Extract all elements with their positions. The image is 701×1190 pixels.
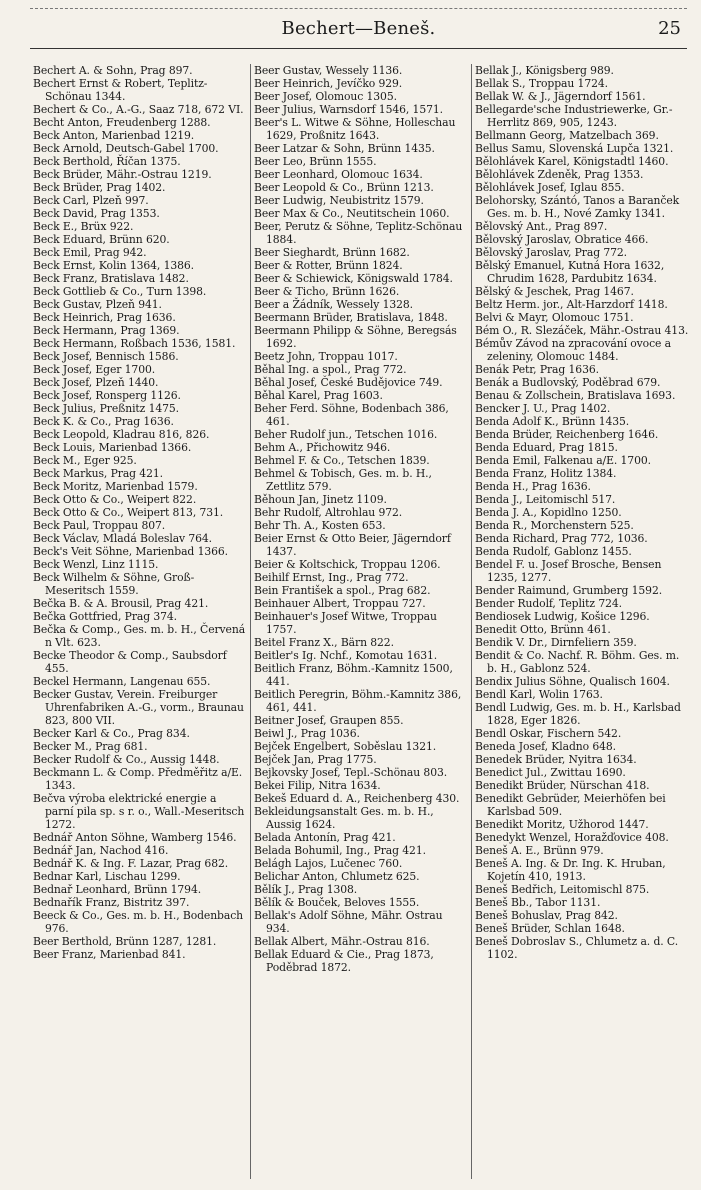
directory-entry: Beer a Žádník, Wessely 1328.: [254, 298, 414, 311]
directory-entry: Bendl Karl, Wolin 1763.: [475, 688, 603, 701]
directory-entry: Bečka B. & A. Brousil, Prag 421.: [33, 597, 209, 610]
directory-entry: Benedit Otto, Brünn 461.: [475, 623, 611, 636]
directory-entry: Becke Theodor & Comp., Saubsdorf 455.: [33, 649, 227, 675]
directory-entry: Beiwl J., Prag 1036.: [254, 727, 360, 740]
directory-entry: Bekei Filip, Nitra 1634.: [254, 779, 381, 792]
directory-entry: Beltz Herm. jor., Alt-Harzdorf 1418.: [475, 298, 668, 311]
directory-entry: Beer Gustav, Wessely 1136.: [254, 64, 403, 77]
top-rule: [30, 8, 687, 9]
directory-entry: Bém O., R. Slezáček, Mähr.-Ostrau 413.: [475, 324, 689, 337]
directory-entry: Beck Brüder, Mähr.-Ostrau 1219.: [33, 168, 212, 181]
directory-entry: Beck Josef, Bennisch 1586.: [33, 350, 179, 363]
directory-columns: [30, 64, 692, 1179]
directory-entry: Beeck & Co., Ges. m. b. H., Bodenbach 976.: [33, 909, 243, 935]
directory-entry: Bender Rudolf, Teplitz 724.: [475, 597, 622, 610]
directory-entry: Beitlich Franz, Böhm.-Kamnitz 1500, 441.: [254, 662, 453, 688]
directory-entry: Benda Emil, Falkenau a/E. 1700.: [475, 454, 651, 467]
directory-entry: Bělohlávek Josef, Iglau 855.: [475, 181, 625, 194]
directory-entry: Beck Berthold, Říčan 1375.: [33, 155, 181, 168]
directory-entry: Becker Karl & Co., Prag 834.: [33, 727, 190, 740]
directory-entry: Belágh Lajos, Lučenec 760.: [254, 857, 403, 870]
page-title: Bechert—Beneš.: [281, 18, 436, 39]
directory-entry: Bein František a spol., Prag 682.: [254, 584, 431, 597]
directory-entry: Beck Anton, Marienbad 1219.: [33, 129, 195, 142]
directory-entry: Behmel & Tobisch, Ges. m. b. H., Zettlitz 579.: [254, 467, 432, 493]
directory-entry: Beermann Philipp & Söhne, Beregsás 1692.: [254, 324, 457, 350]
directory-entry: Becker Rudolf & Co., Aussig 1448.: [33, 753, 220, 766]
directory-entry: Benedykt Wenzel, Horažďovice 408.: [475, 831, 669, 844]
directory-entry: Běhal Josef, České Budějovice 749.: [254, 376, 443, 389]
directory-entry: Bečva výroba elektrické energie a parní pila sp. s r. o., Wall.-Meseritsch 1272.: [33, 792, 245, 831]
directory-entry: Běhoun Jan, Jinetz 1109.: [254, 493, 387, 506]
directory-entry: Benda Adolf K., Brünn 1435.: [475, 415, 630, 428]
directory-entry: Beck Paul, Troppau 807.: [33, 519, 166, 532]
directory-entry: Benda Brüder, Reichenberg 1646.: [475, 428, 659, 441]
directory-entry: Beer & Schiewick, Königswald 1784.: [254, 272, 453, 285]
directory-entry: Beitner Josef, Graupen 855.: [254, 714, 404, 727]
directory-entry: Belvi & Mayr, Olomouc 1751.: [475, 311, 634, 324]
directory-entry: Bělský & Jeschek, Prag 1467.: [475, 285, 634, 298]
column-middle: [250, 64, 471, 1179]
directory-entry: Bečka & Comp., Ges. m. b. H., Červená n Vlt. 623.: [33, 623, 246, 649]
directory-entry: Benda H., Prag 1636.: [475, 480, 591, 493]
directory-entry: Belichar Anton, Chlumetz 625.: [254, 870, 420, 883]
directory-entry: Beck Arnold, Deutsch-Gabel 1700.: [33, 142, 219, 155]
directory-entry: Beck Markus, Prag 421.: [33, 467, 163, 480]
column-left: [30, 64, 250, 1179]
directory-entry: Beneda Josef, Kladno 648.: [475, 740, 616, 753]
directory-entry: Bellegarde'sche Industriewerke, Gr.-Herrlitz 869, 905, 1243.: [475, 103, 673, 129]
directory-entry: Beetz John, Troppau 1017.: [254, 350, 398, 363]
directory-entry: Benedikt Brüder, Nürschan 418.: [475, 779, 650, 792]
directory-entry: Beermann Brüder, Bratislava, 1848.: [254, 311, 448, 324]
directory-entry: Beer & Rotter, Brünn 1824.: [254, 259, 403, 272]
directory-entry: Beer Josef, Olomouc 1305.: [254, 90, 397, 103]
directory-entry: Bendit & Co. Nachf. R. Böhm. Ges. m. b. H., Gablonz 524.: [475, 649, 680, 675]
directory-entry: Beck Franz, Bratislava 1482.: [33, 272, 189, 285]
directory-entry: Bednař Leonhard, Brünn 1794.: [33, 883, 202, 896]
directory-entry: Bednář Anton Söhne, Wamberg 1546.: [33, 831, 237, 844]
directory-entry: Beinhauer's Josef Witwe, Troppau 1757.: [254, 610, 437, 636]
directory-entry: Beneš A. E., Brünn 979.: [475, 844, 604, 857]
directory-entry: Beck David, Prag 1353.: [33, 207, 160, 220]
column-right: [471, 64, 692, 1179]
directory-entry: Běhal Karel, Prag 1603.: [254, 389, 383, 402]
directory-entry: Bělovský Ant., Prag 897.: [475, 220, 608, 233]
directory-entry: Beck's Veit Söhne, Marienbad 1366.: [33, 545, 228, 558]
directory-entry: Bělovský Jaroslav, Obratice 466.: [475, 233, 649, 246]
directory-entry: Bencker J. U., Prag 1402.: [475, 402, 611, 415]
directory-entry: Beck Josef, Ronsperg 1126.: [33, 389, 181, 402]
directory-entry: Beinhauer Albert, Troppau 727.: [254, 597, 426, 610]
directory-entry: Belohorsky, Szántó, Tanos a Baranček Ges. m. b. H., Nové Zamky 1341.: [475, 194, 680, 220]
directory-entry: Bělohlávek Zdeněk, Prag 1353.: [475, 168, 644, 181]
directory-entry: Beck Hermann, Roßbach 1536, 1581.: [33, 337, 236, 350]
directory-entry: Bělovský Jaroslav, Prag 772.: [475, 246, 627, 259]
directory-entry: Beck Ernst, Kolin 1364, 1386.: [33, 259, 195, 272]
directory-entry: Beer Max & Co., Neutitschein 1060.: [254, 207, 450, 220]
directory-entry: Beck M., Eger 925.: [33, 454, 137, 467]
directory-entry: Beer, Perutz & Söhne, Teplitz-Schönau 1884.: [254, 220, 463, 246]
directory-entry: Bělík J., Prag 1308.: [254, 883, 358, 896]
directory-entry: Beer & Ticho, Brünn 1626.: [254, 285, 400, 298]
directory-entry: Behr Rudolf, Altrohlau 972.: [254, 506, 403, 519]
directory-entry: Benau & Zollschein, Bratislava 1693.: [475, 389, 676, 402]
directory-entry: Bender Raimund, Grumberg 1592.: [475, 584, 663, 597]
directory-entry: Becker M., Prag 681.: [33, 740, 148, 753]
directory-entry: Beck Moritz, Marienbad 1579.: [33, 480, 198, 493]
directory-entry: Bednařík Franz, Bistritz 397.: [33, 896, 190, 909]
directory-entry: Bellak W. & J., Jägerndorf 1561.: [475, 90, 646, 103]
directory-entry: Beneš Bedřich, Leitomischl 875.: [475, 883, 650, 896]
directory-entry: Beck Wilhelm & Söhne, Groß-Meseritsch 1559.: [33, 571, 195, 597]
directory-entry: Becht Anton, Freudenberg 1288.: [33, 116, 211, 129]
directory-entry: Beitler's Ig. Nchf., Komotau 1631.: [254, 649, 438, 662]
directory-entry: Beck E., Brüx 922.: [33, 220, 134, 233]
directory-entry: Bělík & Bouček, Beloves 1555.: [254, 896, 420, 909]
directory-entry: Benda Eduard, Prag 1815.: [475, 441, 618, 454]
directory-entry: Belada Antonín, Prag 421.: [254, 831, 396, 844]
directory-entry: Beihilf Ernst, Ing., Prag 772.: [254, 571, 409, 584]
directory-entry: Beck Otto & Co., Weipert 822.: [33, 493, 197, 506]
directory-entry: Bednar Karl, Lischau 1299.: [33, 870, 181, 883]
directory-entry: Bechert & Co., A.-G., Saaz 718, 672 VI.: [33, 103, 244, 116]
directory-entry: Benedict Jul., Zwittau 1690.: [475, 766, 626, 779]
directory-entry: Beck Carl, Plzeň 997.: [33, 194, 149, 207]
directory-entry: Benda J., Leitomischl 517.: [475, 493, 616, 506]
directory-entry: Benák a Budlovský, Poděbrad 679.: [475, 376, 661, 389]
directory-entry: Bendl Ludwig, Ges. m. b. H., Karlsbad 1828, Eger 1826.: [475, 701, 681, 727]
directory-entry: Beck Leopold, Kladrau 816, 826.: [33, 428, 210, 441]
directory-entry: Benák Petr, Prag 1636.: [475, 363, 599, 376]
directory-entry: Benedikt Moritz, Užhorod 1447.: [475, 818, 649, 831]
directory-entry: Bejkovsky Josef, Tepl.-Schönau 803.: [254, 766, 448, 779]
directory-entry: Beer Leopold & Co., Brünn 1213.: [254, 181, 434, 194]
directory-entry: Beck Gustav, Plzeň 941.: [33, 298, 162, 311]
directory-entry: Bechert Ernst & Robert, Teplitz-Schönau 1344.: [33, 77, 208, 103]
directory-entry: Bělský Emanuel, Kutná Hora 1632, Chrudim 1628, Pardubitz 1634.: [475, 259, 665, 285]
directory-entry: Behm A., Přichowitz 946.: [254, 441, 391, 454]
directory-entry: Benda R., Morchenstern 525.: [475, 519, 634, 532]
directory-entry: Benedek Brüder, Nyitra 1634.: [475, 753, 637, 766]
directory-entry: Bellak Albert, Mähr.-Ostrau 816.: [254, 935, 430, 948]
directory-entry: Bellmann Georg, Matzelbach 369.: [475, 129, 659, 142]
directory-entry: Beck Brüder, Prag 1402.: [33, 181, 166, 194]
directory-entry: Bendix Julius Söhne, Qualisch 1604.: [475, 675, 670, 688]
directory-entry: Beer Leonhard, Olomouc 1634.: [254, 168, 423, 181]
directory-entry: Bejček Jan, Prag 1775.: [254, 753, 377, 766]
directory-entry: Bekeš Eduard d. A., Reichenberg 430.: [254, 792, 460, 805]
directory-entry: Beitlich Peregrin, Böhm.-Kamnitz 386, 461, 441.: [254, 688, 462, 714]
directory-entry: Beckmann L. & Comp. Předměřitz a/E. 1343.: [33, 766, 243, 792]
directory-entry: Beer Sieghardt, Brünn 1682.: [254, 246, 410, 259]
directory-entry: Beck Hermann, Prag 1369.: [33, 324, 180, 337]
directory-entry: Bellak J., Königsberg 989.: [475, 64, 614, 77]
directory-entry: Běhal Ing. a spol., Prag 772.: [254, 363, 407, 376]
directory-entry: Bendel F. u. Josef Brosche, Bensen 1235, 1277.: [475, 558, 662, 584]
directory-entry: Benda Rudolf, Gablonz 1455.: [475, 545, 632, 558]
directory-entry: Beer Ludwig, Neubistritz 1579.: [254, 194, 424, 207]
directory-entry: Bekleidungsanstalt Ges. m. b. H., Aussig 1624.: [254, 805, 434, 831]
directory-entry: Beier & Koltschick, Troppau 1206.: [254, 558, 441, 571]
directory-entry: Bendik V. Dr., Dirnfeliern 359.: [475, 636, 637, 649]
directory-entry: Bémův Závod na zpracování ovoce a zeleniny, Olomouc 1484.: [475, 337, 671, 363]
directory-entry: Beck Josef, Plzeň 1440.: [33, 376, 159, 389]
directory-entry: Beneš Brüder, Schlan 1648.: [475, 922, 625, 935]
directory-entry: Bednář Jan, Nachod 416.: [33, 844, 169, 857]
directory-entry: Beck Louis, Marienbad 1366.: [33, 441, 192, 454]
directory-entry: Beer Julius, Warnsdorf 1546, 1571.: [254, 103, 443, 116]
directory-entry: Beck Julius, Preßnitz 1475.: [33, 402, 179, 415]
directory-entry: Beneš A. Ing. & Dr. Ing. K. Hruban, Kojetín 410, 1913.: [475, 857, 666, 883]
directory-entry: Behmel F. & Co., Tetschen 1839.: [254, 454, 430, 467]
directory-entry: Bednář K. & Ing. F. Lazar, Prag 682.: [33, 857, 229, 870]
directory-entry: Beer Leo, Brünn 1555.: [254, 155, 377, 168]
directory-entry: Bellak Eduard & Cie., Prag 1873, Poděbrad 1872.: [254, 948, 434, 974]
directory-entry: Beck Gottlieb & Co., Turn 1398.: [33, 285, 207, 298]
directory-entry: Bellak S., Troppau 1724.: [475, 77, 608, 90]
directory-entry: Bečka Gottfried, Prag 374.: [33, 610, 178, 623]
directory-entry: Behr Th. A., Kosten 653.: [254, 519, 386, 532]
directory-entry: Bejček Engelbert, Soběslau 1321.: [254, 740, 437, 753]
directory-entry: Bellus Samu, Slovenská Lupča 1321.: [475, 142, 674, 155]
directory-entry: Beck Otto & Co., Weipert 813, 731.: [33, 506, 224, 519]
directory-entry: Beer Heinrich, Jevíčko 929.: [254, 77, 403, 90]
directory-entry: Beer Franz, Marienbad 841.: [33, 948, 186, 961]
directory-entry: Becker Gustav, Verein. Freiburger Uhrenfabriken A.-G., vorm., Braunau 823, 800 VII.: [33, 688, 244, 727]
directory-entry: Beher Rudolf jun., Tetschen 1016.: [254, 428, 438, 441]
directory-entry: Beier Ernst & Otto Beier, Jägerndorf 1437.: [254, 532, 451, 558]
directory-entry: Beitel Franz X., Bärn 822.: [254, 636, 394, 649]
page-number: 25: [658, 18, 681, 39]
directory-entry: Beck Emil, Prag 942.: [33, 246, 147, 259]
directory-entry: Beck Wenzl, Linz 1115.: [33, 558, 159, 571]
header-rule: [30, 48, 687, 49]
directory-entry: Beneš Bb., Tabor 1131.: [475, 896, 601, 909]
directory-entry: Belada Bohumil, Ing., Prag 421.: [254, 844, 426, 857]
directory-entry: Bendl Oskar, Fischern 542.: [475, 727, 622, 740]
directory-entry: Beck K. & Co., Prag 1636.: [33, 415, 174, 428]
directory-entry: Beer Berthold, Brünn 1287, 1281.: [33, 935, 217, 948]
directory-entry: Beer's L. Witwe & Söhne, Holleschau 1629, Proßnitz 1643.: [254, 116, 456, 142]
directory-entry: Beck Eduard, Brünn 620.: [33, 233, 170, 246]
directory-entry: Bělohlávek Karel, Königstadtl 1460.: [475, 155, 669, 168]
directory-entry: Beck Josef, Eger 1700.: [33, 363, 156, 376]
directory-entry: Beneš Dobroslav S., Chlumetz a. d. C. 1102.: [475, 935, 679, 961]
directory-entry: Bendiosek Ludwig, Košice 1296.: [475, 610, 650, 623]
directory-entry: Benda Franz, Holitz 1384.: [475, 467, 617, 480]
directory-entry: Beck Heinrich, Prag 1636.: [33, 311, 176, 324]
directory-entry: Benda Richard, Prag 772, 1036.: [475, 532, 648, 545]
directory-entry: Bellak's Adolf Söhne, Mähr. Ostrau 934.: [254, 909, 443, 935]
directory-entry: Benda J. A., Kopidlno 1250.: [475, 506, 622, 519]
directory-entry: Benedikt Gebrüder, Meierhöfen bei Karlsbad 509.: [475, 792, 666, 818]
directory-entry: Bechert A. & Sohn, Prag 897.: [33, 64, 193, 77]
directory-entry: Beher Ferd. Söhne, Bodenbach 386, 461.: [254, 402, 449, 428]
directory-entry: Beer Latzar & Sohn, Brünn 1435.: [254, 142, 435, 155]
page-header: [30, 16, 687, 46]
directory-entry: Beneš Bohuslav, Prag 842.: [475, 909, 618, 922]
directory-entry: Beck Václav, Mladá Boleslav 764.: [33, 532, 213, 545]
directory-entry: Beckel Hermann, Langenau 655.: [33, 675, 211, 688]
